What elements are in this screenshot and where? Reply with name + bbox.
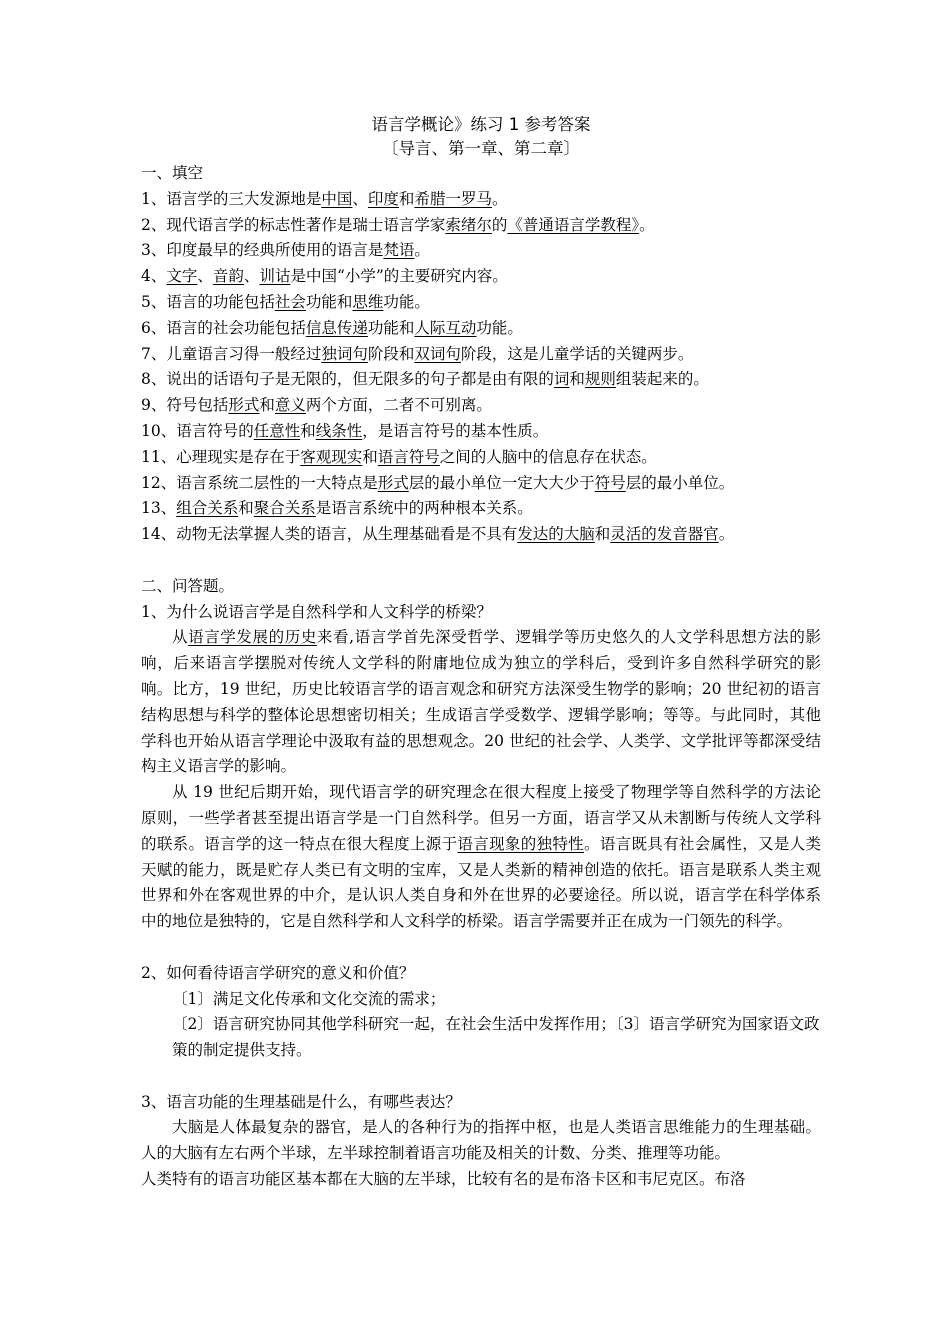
text-segment: 和 [362,447,378,466]
underlined-answer: 社会 [274,292,306,311]
underlined-answer: 文字 [166,267,198,286]
text-segment: ，是语言符号的基本性质。 [362,421,549,440]
text-segment: 从 19 世纪后期开始，现代语言学的研究理念在很大程度上接受了物理学等自然科学的方法论原则，一些学者甚至提出语言学是一门自然科学。但另一方面，语言学又从未割断与传统人文学科的联系。语言学的这一特点在很大程度上源于 [141,783,821,853]
text-segment: 两个方面，二者不可别离。 [305,396,492,415]
section-heading-qa: 二、问答题。 [141,576,235,595]
section-heading-fill-blank: 一、填空 [141,164,204,182]
spacer [141,1064,821,1090]
text-segment: 阶段，这是儿童学话的关键两步。 [460,344,694,363]
underlined-answer: 灵活的发音器官 [610,525,719,544]
text-segment: 来看,语言学首先深受哲学、逻辑学等历史悠久的人文学科思想方法的影响，后来语言学摆脱对传统人文学科的附庸地位成为独立的学科后，受到许多自然科学研究的影响。比方，19 世纪，历史比较语言学的语言观念和研究方法深受生物学的影响；20 世纪初的语言结构思想与科学的整体论思想密切相关；生成语言学受数学、逻辑学影响；等等。与此同时，其他学科也开始从语言学理论中汲取有益的思想观念。20 世纪的社会学、人类学、文学批评等都深受结构主义语言学的影响。 [141,628,821,776]
underlined-answer: 音韵 [212,267,244,286]
fill-blank-list [141,187,821,548]
spacer [141,548,821,574]
text-segment: 阶段和 [367,344,415,363]
text-segment: 组装起来的。 [615,370,709,389]
text-segment: 9、符号包括 [141,396,229,415]
text-segment: 。 [491,189,508,208]
underlined-answer: 任意性 [253,421,301,440]
text-segment: 层的最小单位。 [625,473,735,492]
text-segment: 3、印度最早的经典所使用的语言是 [141,241,384,260]
text-segment: 是语言系统中的两种根本关系。 [315,499,533,518]
document-title: 语言学概论》练习 1 参考答案 [371,115,591,134]
text-segment: 是中国“小学”的主要研究内容。 [290,267,508,286]
fill-blank-item [141,419,821,445]
text-segment: 功能。 [383,292,430,311]
question-2: 2、如何看待语言学研究的意义和价值？ [141,963,415,982]
text-segment: 2、现代语言学的标志性著作是瑞士语言学家 [141,215,446,234]
text-segment: 从 [172,628,189,647]
underlined-answer: 聚合关系 [253,499,316,518]
text-segment: 之间的人脑中的信息存在状态。 [439,447,657,466]
underlined-answer: 形式 [228,396,260,415]
fill-blank-item [141,316,821,342]
text-segment: 。语言既具有社会属性，又是人类天赋的能力，既是贮存人类已有文明的宝库，又是人类新的精神创造的依托。语言是联系人类主观世界和外在客观世界的中介，是认识人类自身和外在世界的必要途径。所以说，语言学在科学体系中的地位是独特的，它是自然科学和人文科学的桥梁。语言学需要并正在成为一门领先的科学。 [141,834,821,931]
text-segment: 12、语言系统二层性的一大特点是 [141,473,378,492]
text-segment: 层的最小单位一定大大少于 [408,473,595,492]
answer-2-point-1: 〔1〕满足文化传承和文化交流的需求； [172,989,446,1008]
text-segment: 、 [243,267,260,286]
underlined-answer: 《普通语言学教程》 [507,215,640,234]
fill-blank-item [141,522,821,548]
underlined-answer: 语言现象的独特性 [457,834,584,853]
underlined-answer: 信息传递 [305,318,368,337]
underlined-answer: 人际互动 [414,318,477,337]
fill-blank-item [141,445,821,471]
text-segment: 13、 [141,499,177,518]
text-segment: 5、语言的功能包括 [141,292,275,311]
text-segment: 、 [197,267,213,286]
underlined-answer: 规则 [584,370,616,389]
text-segment: 7、儿童语言习得一般经过 [141,344,322,363]
answer-1-paragraph-1 [141,625,821,780]
underlined-answer: 双词句 [414,344,461,363]
underlined-answer: 希腊一罗马 [414,189,492,208]
text-segment: 10、语言符号的 [141,421,254,440]
text-segment: 的 [491,215,508,234]
text-segment: 和 [398,189,415,208]
text-segment: 。 [718,525,735,544]
underlined-answer: 发达的大脑 [517,525,595,544]
answer-2-point-2: 〔2〕语言研究协同其他学科研究一起，在社会生活中发挥作用；〔3〕语言学研究为国家语文政策的制定提供支持。 [172,1015,820,1060]
text-segment: 和 [238,499,254,518]
fill-blank-item [141,342,821,368]
question-1: 1、为什么说语言学是自然科学和人文科学的桥梁？ [141,602,492,621]
underlined-answer: 索绪尔 [445,215,492,234]
fill-blank-item [141,187,821,213]
text-segment: 功能和 [367,318,415,337]
underlined-answer: 语言学发展的历史 [188,628,317,647]
fill-blank-item [141,496,821,522]
document-subtitle: 〔导言、第一章、第二章〕 [382,139,580,158]
text-segment: 14、动物无法掌握人类的语言，从生理基础看是不具有 [141,525,518,544]
text-segment: 8、说出的话语句子是无限的，但无限多的句子都是由有限的 [141,370,554,389]
underlined-answer: 词 [553,370,570,389]
fill-blank-item [141,213,821,239]
underlined-answer: 组合关系 [176,499,239,518]
text-segment: 。 [639,215,655,234]
text-segment: 和 [259,396,275,415]
underlined-answer: 训诂 [259,267,291,286]
text-segment: 、 [352,189,368,208]
text-segment: 和 [594,525,611,544]
text-segment: 6、语言的社会功能包括 [141,318,306,337]
text-segment: 4、 [141,267,167,286]
underlined-answer: 线条性 [315,421,363,440]
fill-blank-item [141,471,821,497]
answer-3-paragraph-1: 大脑是人体最复杂的器官，是人的各种行为的指挥中枢，也是人类语言思维能力的生理基础。人的大脑有左右两个半球，左半球控制着语言功能及相关的计数、分类、推理等功能。 [141,1118,821,1163]
text-segment: 功能和 [305,292,353,311]
text-segment: 。 [414,241,430,260]
fill-blank-item [141,393,821,419]
underlined-answer: 梵语 [383,241,415,260]
underlined-answer: 中国 [321,189,353,208]
text-segment: 和 [569,370,585,389]
document-page [141,113,821,1193]
text-segment: 11、心理现实是存在于 [141,447,301,466]
text-segment: 功能。 [476,318,523,337]
underlined-answer: 形式 [377,473,409,492]
underlined-answer: 思维 [352,292,384,311]
question-3: 3、语言功能的生理基础是什么，有哪些表达？ [141,1092,461,1111]
underlined-answer: 意义 [274,396,306,415]
fill-blank-item [141,264,821,290]
fill-blank-item [141,367,821,393]
underlined-answer: 客观现实 [300,447,363,466]
text-segment: 和 [300,421,316,440]
fill-blank-item [141,290,821,316]
text-segment: 1、语言学的三大发源地是 [141,189,322,208]
underlined-answer: 符号 [594,473,626,492]
spacer [141,935,821,961]
underlined-answer: 语言符号 [377,447,440,466]
underlined-answer: 印度 [367,189,399,208]
answer-3-paragraph-2: 人类特有的语言功能区基本都在大脑的左半球，比较有名的是布洛卡区和韦尼克区。布洛 [141,1170,746,1189]
fill-blank-item [141,238,821,264]
answer-1-paragraph-2 [141,780,821,935]
underlined-answer: 独词句 [321,344,368,363]
